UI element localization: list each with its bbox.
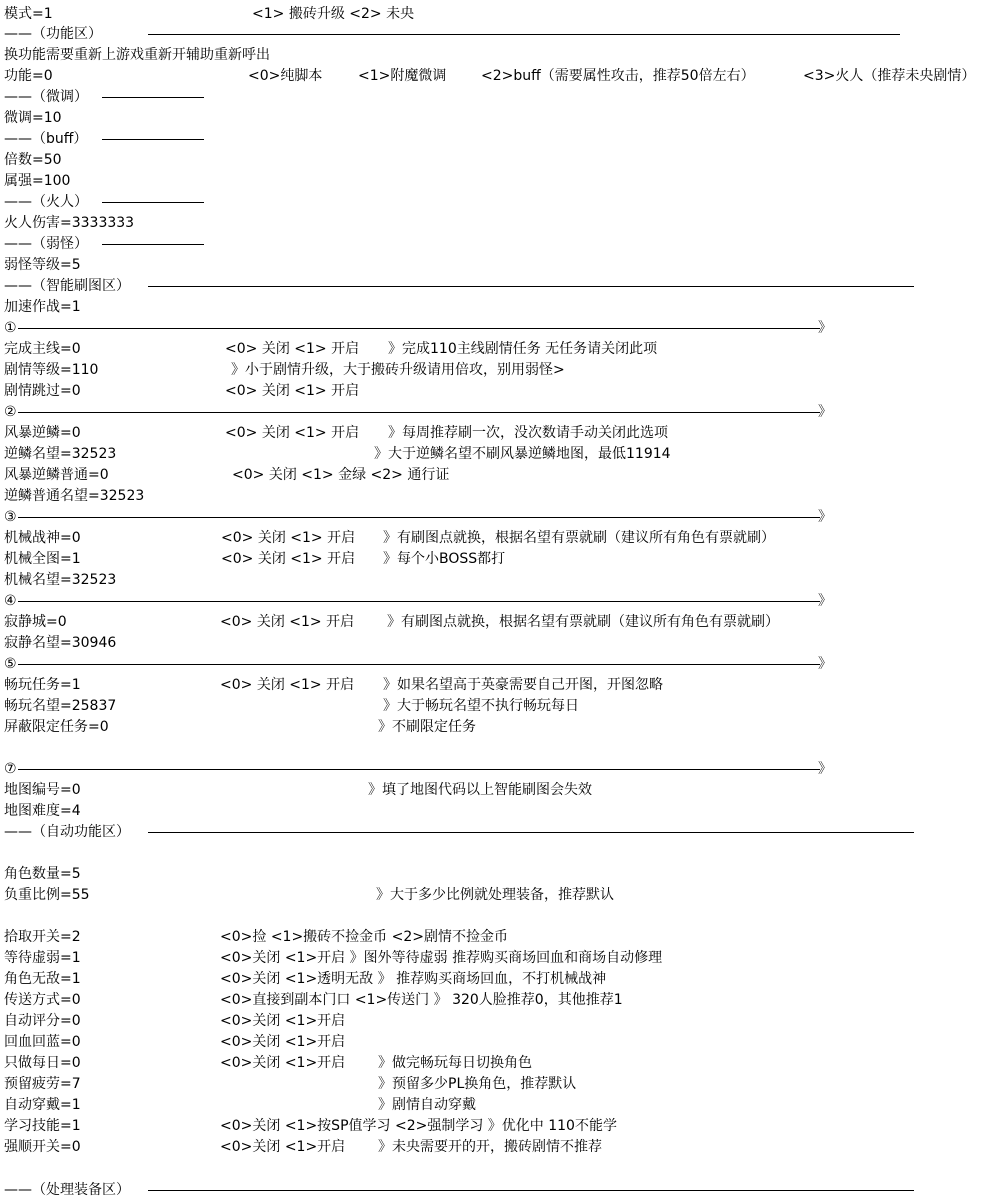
wait-options: <0>关闭 <1>开启 》图外等待虚弱 推荐购买商场回血和商场自动修理 [220,950,663,966]
storm-normal-fame-row [0,486,1004,507]
silent-fame-row [0,633,1004,654]
load-row [0,885,1004,906]
map-id-row [0,780,1004,801]
huoren-row [0,213,1004,234]
notice-text: 换功能需要重新上游戏重新开辅助重新呼出 [4,47,270,63]
function-option-3: <3>火人（推荐未央剧情） [803,68,976,84]
section-divider [102,202,204,203]
section-divider [148,286,914,287]
ruoguai-level-setting[interactable]: 弱怪等级=5 [4,257,81,273]
weitiao-setting[interactable]: 微调=10 [4,110,62,126]
marker-5-row [0,654,1004,675]
mode-setting[interactable]: 模式=1 [4,6,53,22]
marker-divider [18,664,820,665]
fatigue-setting[interactable]: 预留疲劳=7 [4,1076,81,1092]
mech-fame-setting[interactable]: 机械名望=32523 [4,572,117,588]
marker-7: ⑦ [4,761,17,777]
section-divider [102,244,204,245]
section-smart [0,276,1004,297]
play-fame-row [0,696,1004,717]
storm-setting[interactable]: 风暴逆鳞=0 [4,425,81,441]
play-fame-note: 》大于畅玩名望不执行畅玩每日 [383,698,579,714]
huoren-damage-setting[interactable]: 火人伤害=3333333 [4,215,135,231]
score-row [0,1011,1004,1032]
function-setting[interactable]: 功能=0 [4,68,53,84]
marker-1-row [0,318,1004,339]
storm-normal-options: <0> 关闭 <1> 金绿 <2> 通行证 [232,467,450,483]
mech-row [0,528,1004,549]
teleport-setting[interactable]: 传送方式=0 [4,992,81,1008]
play-quest-row [0,675,1004,696]
function-option-1: <1>附魔微调 [358,68,447,84]
marker-divider [18,601,820,602]
story-level-setting[interactable]: 剧情等级=110 [4,362,99,378]
section-title: ——（处理装备区） [4,1182,130,1198]
storm-fame-row [0,444,1004,465]
marker-1: ① [4,320,17,336]
main-quest-row [0,339,1004,360]
mech-options: <0> 关闭 <1> 开启 [221,530,356,546]
section-title: ——（微调） [4,89,88,105]
section-title: ——（自动功能区） [4,824,130,840]
storm-options: <0> 关闭 <1> 开启 [225,425,360,441]
story-skip-row [0,381,1004,402]
shuqiang-row [0,171,1004,192]
main-quest-note: 》完成110主线剧情任务 无任务请关闭此项 [388,341,658,357]
map-id-setting[interactable]: 地图编号=0 [4,782,81,798]
strong-row [0,1137,1004,1158]
roles-setting[interactable]: 角色数量=5 [4,866,81,882]
marker-divider [18,328,820,329]
score-options: <0>关闭 <1>开启 [220,1013,346,1029]
section-divider [148,832,914,833]
mode-row [0,4,1004,25]
speed-setting[interactable]: 加速作战=1 [4,299,81,315]
storm-normal-row [0,465,1004,486]
mech-setting[interactable]: 机械战神=0 [4,530,81,546]
arrow-icon: 》 [818,761,832,777]
daily-options: <0>关闭 <1>开启 [220,1055,346,1071]
marker-4: ④ [4,593,17,609]
map-difficulty-row [0,801,1004,822]
mech-full-row [0,549,1004,570]
fatigue-note: 》预留多少PL换角色，推荐默认 [378,1076,577,1092]
section-divider [148,34,900,35]
main-quest-options: <0> 关闭 <1> 开启 [225,341,360,357]
arrow-icon: 》 [818,656,832,672]
roles-row [0,864,1004,885]
section-equip-process [0,1180,1004,1201]
strong-note: 》未央需要开的开，搬砖剧情不推荐 [378,1139,602,1155]
invincible-setting[interactable]: 角色无敌=1 [4,971,81,987]
notice-row [0,45,1004,66]
section-divider [148,1190,914,1191]
teleport-row [0,990,1004,1011]
weitiao-row [0,108,1004,129]
play-quest-setting[interactable]: 畅玩任务=1 [4,677,81,693]
map-difficulty-setting[interactable]: 地图难度=4 [4,803,81,819]
marker-divider [18,412,820,413]
invincible-row [0,969,1004,990]
marker-3: ③ [4,509,17,525]
section-title: ——（功能区） [4,26,102,42]
pickup-setting[interactable]: 拾取开关=2 [4,929,81,945]
silent-city-note: 》有刷图点就换，根据名望有票就刷（建议所有角色有票就刷） [387,614,779,630]
marker-2-row [0,402,1004,423]
heal-row [0,1032,1004,1053]
main-quest-setting[interactable]: 完成主线=0 [4,341,81,357]
section-weitiao [0,87,1004,108]
section-ruoguai [0,234,1004,255]
strong-options: <0>关闭 <1>开启 [220,1139,346,1155]
limit-quest-note: 》不刷限定任务 [378,719,476,735]
story-skip-setting[interactable]: 剧情跳过=0 [4,383,81,399]
storm-note: 》每周推荐刷一次，没次数请手动关闭此选项 [388,425,668,441]
section-huoren [0,192,1004,213]
storm-row [0,423,1004,444]
play-quest-options: <0> 关闭 <1> 开启 [220,677,355,693]
pickup-row [0,927,1004,948]
silent-fame-setting[interactable]: 寂静名望=30946 [4,635,117,651]
mech-note: 》有刷图点就换，根据名望有票就刷（建议所有角色有票就刷） [383,530,775,546]
equip-note: 》剧情自动穿戴 [378,1097,476,1113]
section-title: ——（火人） [4,194,88,210]
section-divider [102,97,204,98]
function-option-0: <0>纯脚本 [248,68,323,84]
skill-setting[interactable]: 学习技能=1 [4,1118,81,1134]
marker-4-row [0,591,1004,612]
wait-row [0,948,1004,969]
invincible-options: <0>关闭 <1>透明无敌 》 推荐购买商场回血，不打机械战神 [220,971,607,987]
mode-options: <1> 搬砖升级 <2> 未央 [252,6,415,22]
beishu-row [0,150,1004,171]
marker-5: ⑤ [4,656,17,672]
fatigue-row [0,1074,1004,1095]
section-title: ——（弱怪） [4,236,88,252]
skill-row [0,1116,1004,1137]
arrow-icon: 》 [818,509,832,525]
wait-setting[interactable]: 等待虚弱=1 [4,950,81,966]
silent-city-row [0,612,1004,633]
section-title: ——（buff） [4,131,88,147]
teleport-options: <0>直接到副本门口 <1>传送门 》 320人脸推荐0，其他推荐1 [220,992,623,1008]
marker-2: ② [4,404,17,420]
marker-7-row [0,759,1004,780]
pickup-options: <0>捡 <1>搬砖不捡金币 <2>剧情不捡金币 [220,929,509,945]
map-id-note: 》填了地图代码以上智能刷图会失效 [368,782,592,798]
story-level-row [0,360,1004,381]
marker-3-row [0,507,1004,528]
shuqiang-setting[interactable]: 属强=100 [4,173,71,189]
marker-divider [18,517,820,518]
storm-normal-fame-setting[interactable]: 逆鳞普通名望=32523 [4,488,145,504]
story-skip-options: <0> 关闭 <1> 开启 [225,383,360,399]
storm-fame-setting[interactable]: 逆鳞名望=32523 [4,446,117,462]
load-setting[interactable]: 负重比例=55 [4,887,90,903]
mech-full-note: 》每个小BOSS都打 [383,551,506,567]
limit-quest-row [0,717,1004,738]
section-title: ——（智能刷图区） [4,278,130,294]
play-quest-note: 》如果名望高于英豪需要自己开图，开图忽略 [383,677,663,693]
heal-setting[interactable]: 回血回蓝=0 [4,1034,81,1050]
storm-fame-note: 》大于逆鳞名望不刷风暴逆鳞地图，最低11914 [374,446,671,462]
arrow-icon: 》 [818,320,832,336]
daily-row [0,1053,1004,1074]
marker-divider [18,769,820,770]
story-level-note: 》小于剧情升级，大于搬砖升级请用倍攻，别用弱怪> [231,362,565,378]
section-auto [0,822,1004,843]
limit-quest-setting[interactable]: 屏蔽限定任务=0 [4,719,109,735]
strong-setting[interactable]: 强顺开关=0 [4,1139,81,1155]
section-function [0,24,1004,45]
beishu-setting[interactable]: 倍数=50 [4,152,62,168]
function-option-2: <2>buff（需要属性攻击，推荐50倍左右） [481,68,755,84]
section-divider [102,139,204,140]
play-fame-setting[interactable]: 畅玩名望=25837 [4,698,117,714]
daily-setting[interactable]: 只做每日=0 [4,1055,81,1071]
mech-full-setting[interactable]: 机械全图=1 [4,551,81,567]
arrow-icon: 》 [818,404,832,420]
ruoguai-row [0,255,1004,276]
mech-fame-row [0,570,1004,591]
silent-city-options: <0> 关闭 <1> 开启 [220,614,355,630]
load-note: 》大于多少比例就处理装备，推荐默认 [376,887,614,903]
section-buff [0,129,1004,150]
function-row [0,66,1004,87]
skill-options: <0>关闭 <1>按SP值学习 <2>强制学习 》优化中 110不能学 [220,1118,617,1134]
equip-row [0,1095,1004,1116]
mech-full-options: <0> 关闭 <1> 开启 [221,551,356,567]
score-setting[interactable]: 自动评分=0 [4,1013,81,1029]
daily-note: 》做完畅玩每日切换角色 [378,1055,532,1071]
silent-city-setting[interactable]: 寂静城=0 [4,614,67,630]
storm-normal-setting[interactable]: 风暴逆鳞普通=0 [4,467,109,483]
heal-options: <0>关闭 <1>开启 [220,1034,346,1050]
arrow-icon: 》 [818,593,832,609]
speed-row [0,297,1004,318]
equip-setting[interactable]: 自动穿戴=1 [4,1097,81,1113]
